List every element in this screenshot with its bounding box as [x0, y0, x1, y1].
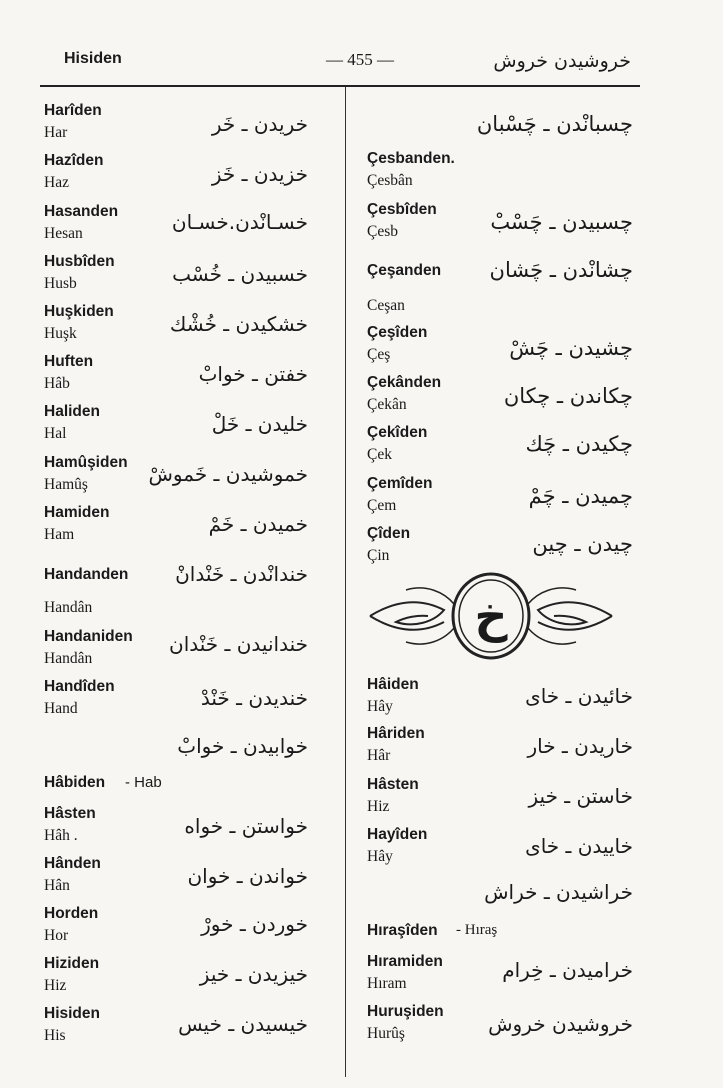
entry-root: Hây: [367, 848, 393, 865]
entry-headword: Hazîden: [44, 152, 104, 169]
entry-root: Huşk: [44, 325, 77, 342]
entry-headword: Hıraşîden: [367, 922, 438, 939]
entry-arabic: خراميدن ـ خِرام: [502, 958, 633, 982]
entry-headword: Hâsten: [367, 776, 419, 793]
entry-root: Har: [44, 124, 68, 141]
page-number: — 455 —: [326, 50, 394, 69]
entry-arabic: چشانْدن ـ چَشان: [489, 258, 633, 282]
entry-root: - Hab: [125, 774, 162, 791]
entry-arabic: چميدن ـ چَمْ: [528, 484, 633, 508]
entry-arabic: خاستن ـ خيز: [528, 784, 633, 808]
entry-arabic: چكيدن ـ چَك: [525, 432, 633, 456]
entry-arabic: خسبيدن ـ خُسْب: [172, 262, 308, 286]
entry-root: Çin: [367, 547, 390, 564]
entry-arabic: خائيدن ـ خاى: [525, 684, 633, 708]
entry-root: Hâr: [367, 747, 391, 764]
entry-headword: Handîden: [44, 678, 115, 695]
entry-arabic: خنديدن ـ خَنْدْ: [200, 686, 308, 710]
entry-arabic: چشيدن ـ چَشْ: [509, 336, 633, 360]
entry-arabic: خوردن ـ خورْ: [201, 912, 308, 936]
entry-headword: Handanden: [44, 566, 129, 583]
entry-arabic: خواستن ـ خواه: [184, 814, 308, 838]
entry-headword: Çekânden: [367, 374, 442, 391]
entry-root: Hâh .: [44, 827, 78, 844]
entry-arabic: خاييدن ـ خاى: [525, 834, 633, 858]
entry-arabic: خزيدن ـ خَز: [211, 162, 308, 186]
entry-arabic: خفتن ـ خوابْ: [198, 362, 308, 386]
entry-root: Hamûş: [44, 476, 88, 493]
entry-root: His: [44, 1027, 66, 1044]
entry-arabic: خليدن ـ خَلْ: [211, 412, 308, 436]
entry-root: Hiz: [367, 798, 390, 815]
page-header-right: خروشيدن خروش: [493, 50, 631, 72]
entry-arabic: خروشيدن خروش: [488, 1012, 633, 1036]
entry-root: Hâb: [44, 375, 70, 392]
entry-headword: Hâsten: [44, 805, 96, 822]
entry-arabic: خميدن ـ خَمْ: [208, 512, 308, 536]
entry-root: Ceşan: [367, 297, 405, 314]
entry-root: Handân: [44, 650, 93, 667]
entry-root: Çek: [367, 446, 392, 463]
entry-headword: Hayîden: [367, 826, 428, 843]
entry-headword: Çesbanden.: [367, 150, 455, 167]
entry-arabic: چسبانْدن ـ چَسْبان: [476, 112, 633, 136]
entry-headword: Çeşîden: [367, 324, 428, 341]
entry-arabic: خاريدن ـ خار: [527, 734, 633, 758]
entry-root: Hand: [44, 700, 78, 717]
entry-headword: Hisiden: [44, 1005, 100, 1022]
entry-headword: Huşkiden: [44, 303, 114, 320]
entry-root: Çem: [367, 497, 397, 514]
entry-arabic: خندانيدن ـ خَنْدان: [169, 632, 308, 656]
entry-root: Hal: [44, 425, 67, 442]
entry-headword: Hıramiden: [367, 953, 443, 970]
entry-root: Çeş: [367, 346, 391, 363]
entry-headword: Çîden: [367, 525, 411, 542]
entry-root: Hurûş: [367, 1025, 405, 1042]
entry-arabic: خيزيدن ـ خيز: [199, 962, 308, 986]
entry-root: Handân: [44, 599, 93, 616]
entry-arabic: خسـانْدن.خسـان: [171, 210, 308, 234]
entry-headword: Hamûşiden: [44, 454, 128, 471]
entry-headword: Husbîden: [44, 253, 115, 270]
entry-root-value: Hâh: [44, 827, 70, 844]
section-ornament: [366, 570, 616, 662]
header-rule: [40, 85, 640, 87]
entry-headword: Horden: [44, 905, 99, 922]
entry-root: Hıram: [367, 975, 407, 992]
entry-headword: Hiziden: [44, 955, 100, 972]
entry-root: Haz: [44, 174, 69, 191]
entry-headword: Hâriden: [367, 725, 425, 742]
entry-root-value: Hab: [134, 774, 162, 791]
entry-headword: Haliden: [44, 403, 100, 420]
entry-root: Ham: [44, 526, 75, 543]
entry-root: Çesbân: [367, 172, 413, 189]
entry-headword: Harîden: [44, 102, 102, 119]
entry-root: Hây: [367, 698, 393, 715]
entry-root: Hân: [44, 877, 70, 894]
entry-headword: Huften: [44, 353, 94, 370]
entry-arabic: خندانْدن ـ خَنْدانْ: [175, 562, 308, 586]
entry-headword: Çesbîden: [367, 201, 437, 218]
entry-root: Husb: [44, 275, 77, 292]
entry-headword: Hâiden: [367, 676, 419, 693]
entry-arabic: خريدن ـ خَر: [211, 112, 308, 136]
entry-arabic: خموشيدن ـ خَموشْ: [148, 462, 308, 486]
ornament-letter: خ: [474, 589, 508, 643]
entry-headword: Hasanden: [44, 203, 119, 220]
entry-root: Çekân: [367, 396, 407, 413]
entry-arabic: چسبيدن ـ چَسْبْ: [490, 210, 633, 234]
entry-root: Hor: [44, 927, 69, 944]
entry-arabic: خشكيدن ـ خُشْك: [169, 312, 308, 336]
entry-headword: Hamiden: [44, 504, 110, 521]
entry-headword: Çemîden: [367, 475, 433, 492]
entry-headword: Hânden: [44, 855, 101, 872]
entry-arabic: خواندن ـ خوان: [187, 864, 308, 888]
entry-root: - Hıraş: [456, 922, 498, 938]
entry-root: Hiz: [44, 977, 67, 994]
entry-headword: Çekîden: [367, 424, 428, 441]
page-header-left: Hisiden: [64, 50, 122, 67]
entry-arabic: چيدن ـ چين: [532, 532, 633, 556]
entry-arabic: خوابيدن ـ خوابْ: [177, 734, 308, 758]
entry-root-value: Hıraş: [464, 922, 498, 938]
entry-headword: Çeşanden: [367, 262, 442, 279]
entry-arabic: خيسيدن ـ خيس: [178, 1012, 308, 1036]
entry-arabic: چكاندن ـ چكان: [503, 384, 633, 408]
entry-headword: Huruşiden: [367, 1003, 444, 1020]
entry-headword: Hâbiden: [44, 774, 106, 791]
entry-headword: Handaniden: [44, 628, 133, 645]
entry-root: Çesb: [367, 223, 398, 240]
entry-root: Hesan: [44, 225, 83, 242]
column-divider: [345, 87, 346, 1077]
entry-arabic: خراشيدن ـ خراش: [484, 880, 633, 904]
